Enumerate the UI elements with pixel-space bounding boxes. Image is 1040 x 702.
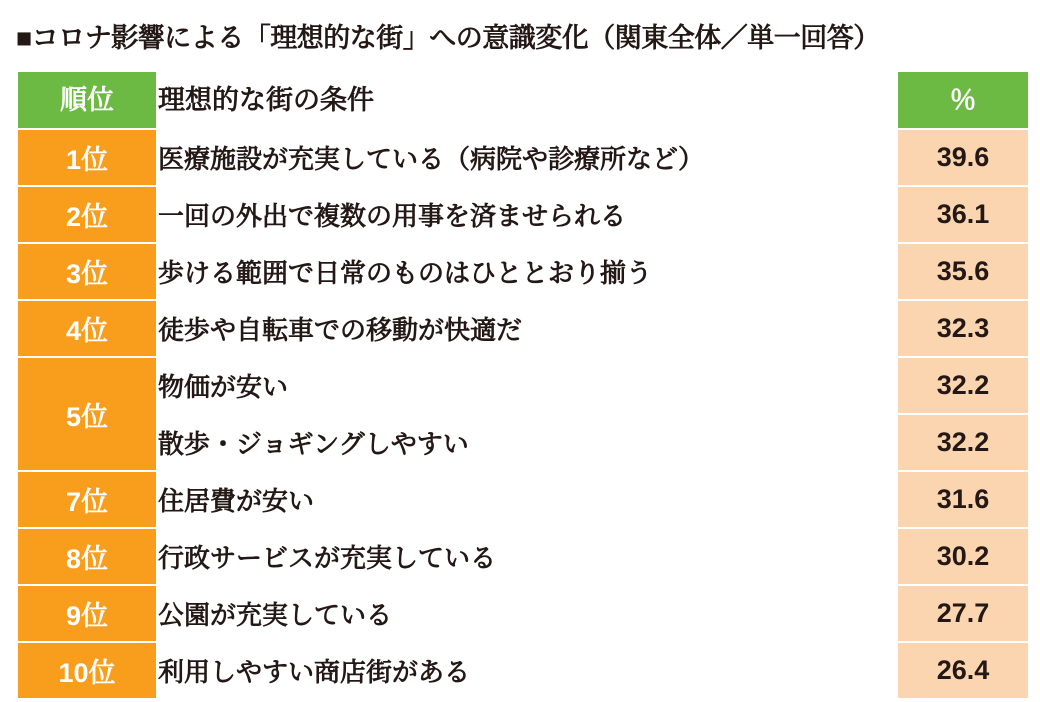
table-row bbox=[17, 642, 1029, 699]
table-header-row bbox=[17, 71, 1029, 129]
cell-condition: 一回の外出で複数の用事を済ませられる bbox=[157, 186, 897, 243]
cell-condition: 行政サービスが充実している bbox=[157, 528, 897, 585]
table-row bbox=[17, 243, 1029, 300]
cell-percent: 30.2 bbox=[897, 528, 1029, 585]
cell-condition: 散歩・ジョギングしやすい bbox=[157, 414, 897, 471]
cell-condition: 医療施設が充実している（病院や診療所など） bbox=[157, 129, 897, 186]
table-container bbox=[14, 68, 1026, 702]
cell-percent: 32.2 bbox=[897, 357, 1029, 414]
cell-percent: 39.6 bbox=[897, 129, 1029, 186]
table-row bbox=[17, 129, 1029, 186]
table-header bbox=[17, 71, 1029, 129]
cell-condition: 住居費が安い bbox=[157, 471, 897, 528]
header-rank: 順位 bbox=[17, 71, 157, 129]
cell-rank: 2位 bbox=[17, 186, 157, 243]
cell-condition: 歩ける範囲で日常のものはひととおり揃う bbox=[157, 243, 897, 300]
cell-percent: 32.2 bbox=[897, 414, 1029, 471]
cell-percent: 31.6 bbox=[897, 471, 1029, 528]
cell-percent: 36.1 bbox=[897, 186, 1029, 243]
cell-rank: 3位 bbox=[17, 243, 157, 300]
cell-percent: 27.7 bbox=[897, 585, 1029, 642]
cell-rank: 4位 bbox=[17, 300, 157, 357]
table-row bbox=[17, 414, 1029, 471]
page-title: ■コロナ影響による「理想的な街」への意識変化（関東全体／単一回答） bbox=[16, 23, 880, 53]
table-row bbox=[17, 528, 1029, 585]
table-row bbox=[17, 357, 1029, 414]
cell-percent: 32.3 bbox=[897, 300, 1029, 357]
table-row bbox=[17, 585, 1029, 642]
cell-rank: 5位 bbox=[17, 357, 157, 471]
header-percent: ％ bbox=[897, 71, 1029, 129]
table-row bbox=[17, 471, 1029, 528]
table-row bbox=[17, 300, 1029, 357]
cell-rank: 8位 bbox=[17, 528, 157, 585]
cell-percent: 26.4 bbox=[897, 642, 1029, 699]
table-body bbox=[17, 129, 1029, 699]
header-condition: 理想的な街の条件 bbox=[157, 71, 897, 129]
cell-rank: 9位 bbox=[17, 585, 157, 642]
cell-condition: 公園が充実している bbox=[157, 585, 897, 642]
cell-rank: 1位 bbox=[17, 129, 157, 186]
cell-condition: 利用しやすい商店街がある bbox=[157, 642, 897, 699]
ranking-table bbox=[16, 70, 1030, 700]
table-row bbox=[17, 186, 1029, 243]
cell-condition: 物価が安い bbox=[157, 357, 897, 414]
cell-rank: 10位 bbox=[17, 642, 157, 699]
cell-percent: 35.6 bbox=[897, 243, 1029, 300]
cell-condition: 徒歩や自転車での移動が快適だ bbox=[157, 300, 897, 357]
cell-rank: 7位 bbox=[17, 471, 157, 528]
